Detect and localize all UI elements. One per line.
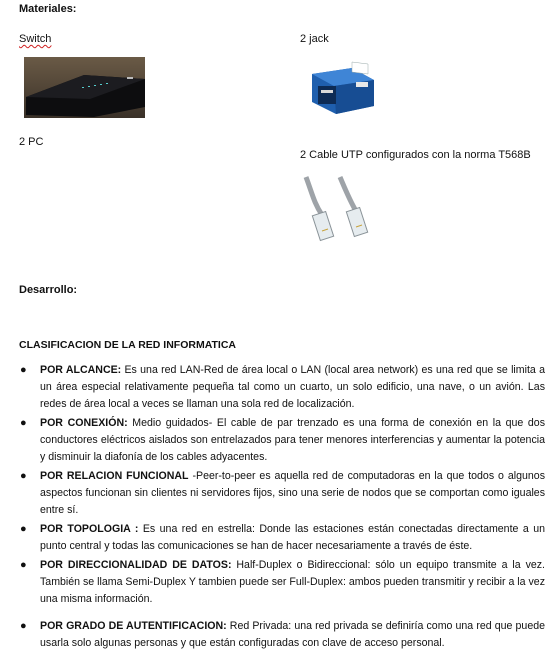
cable-label: 2 Cable UTP configurados con la norma T568B (300, 149, 531, 161)
list-item: ● POR DIRECCIONALIDAD DE DATOS: Half-Duplex o Bidireccional: sólo un equipo transmite a la vez. También se llama Semi-Duplex Y tambien puede ser Full-Duplex: ambos pueden transmitir y recibir a la vez una misma información. (20, 559, 545, 605)
jack-label: 2 jack (300, 33, 329, 45)
classification-list (0, 362, 557, 654)
desarrollo-heading: Desarrollo: (19, 284, 78, 296)
list-item: ● POR RELACION FUNCIONAL -Peer-to-peer es aquella red de computadoras en la que todos o algunos aspectos funcionan sin clientes ni servidores fijos, sino una serie de nodos que se comportan como iguales entre sí. (20, 470, 545, 516)
list-item: ● POR TOPOLOGIA : Es una red en estrella: Donde las estaciones están conectadas directamente a un punto central y todas las comunicaciones se han de hacer necesariamente a través de éste. (20, 523, 545, 552)
clasificacion-heading: CLASIFICACION DE LA RED INFORMATICA (19, 339, 236, 351)
materials-heading: Materiales: (19, 3, 77, 15)
cable-image (300, 175, 380, 245)
jack-image (306, 60, 378, 116)
list-item: ● POR GRADO DE AUTENTIFICACION: Red Privada: una red privada se definiría como una red que puede usarla solo algunas personas y que están configuradas con clave de acceso personal. (20, 620, 545, 649)
switch-image (24, 57, 145, 118)
list-item: ● POR ALCANCE: Es una red LAN-Red de área local o LAN (local area network) es una red que se limita a un área especial relativamente pequeña tal como un cuarto, un solo edificio, una nave, o un avión. Las redes de área local a veces se llaman una sola red de localización. (20, 364, 545, 410)
pc-label: 2 PC (19, 136, 44, 148)
switch-label: Switch (19, 33, 52, 45)
list-item: ● POR CONEXIÓN: Medio guidados- El cable de par trenzado es una forma de conexión en la que dos conductores eléctricos aislados son entrelazados para tener menores interferencias y aumentar la potencia y disminuir la diafonía de los cables adyacentes. (20, 417, 545, 463)
